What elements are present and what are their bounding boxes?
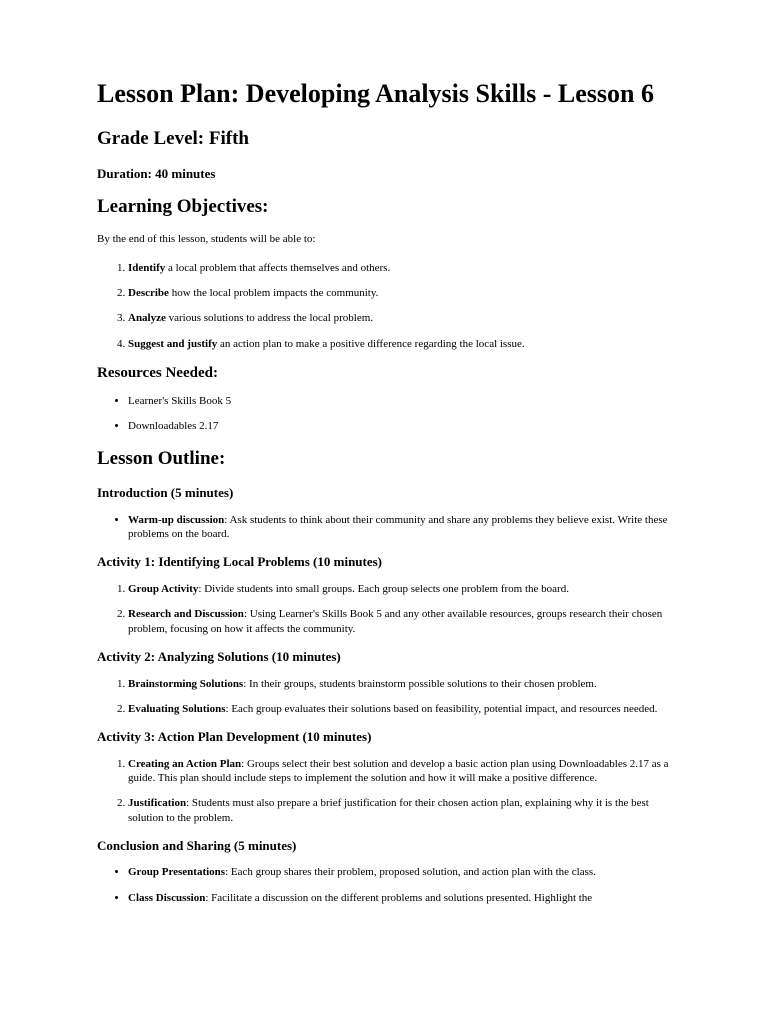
list-item: 1. Brainstorming Solutions: In their groups, students brainstorm possible solutions to their chosen problem. [128, 677, 677, 691]
document-page [97, 78, 677, 905]
objectives-intro: By the end of this lesson, students will be able to: [97, 233, 316, 246]
resources-heading: Resources Needed: [97, 364, 218, 381]
list-item: 4. Suggest and justify an action plan to make a positive difference regarding the local issue. [128, 337, 677, 351]
list-item: 3. Analyze various solutions to address the local problem. [128, 311, 677, 325]
duration-heading: Duration: 40 minutes [97, 165, 216, 181]
activity1-heading: Activity 1: Identifying Local Problems (10 minutes) [97, 554, 383, 570]
list-item: • Group Presentations: Each group shares their problem, proposed solution, and action plan with the class. [128, 865, 677, 879]
introduction-list [97, 513, 677, 542]
activity2-heading: Activity 2: Analyzing Solutions (10 minutes) [97, 648, 341, 664]
list-item: 2. Describe how the local problem impacts the community. [128, 286, 677, 300]
resources-list [97, 394, 677, 434]
list-item: • Class Discussion: Facilitate a discussion on the different problems and solutions presented. Highlight the [128, 891, 677, 905]
list-item: 1. Creating an Action Plan: Groups select their best solution and develop a basic action plan using Downloadables 2.17 as a guide. This plan should include steps to implement the solution and how it will make a positive difference. [128, 757, 677, 786]
conclusion-list [97, 865, 677, 905]
introduction-heading: Introduction (5 minutes) [97, 485, 234, 501]
activity1-list [97, 582, 677, 636]
list-item: 1. Group Activity: Divide students into small groups. Each group selects one problem from the board. [128, 582, 677, 596]
objectives-list [97, 261, 677, 351]
activity3-list [97, 757, 677, 825]
list-item: • Downloadables 2.17 [128, 419, 677, 433]
list-item: 2. Evaluating Solutions: Each group evaluates their solutions based on feasibility, potential impact, and resources needed. [128, 702, 677, 716]
list-item: 2. Research and Discussion: Using Learner's Skills Book 5 and any other available resources, groups research their chosen problem, focusing on how it affects the community. [128, 607, 677, 636]
objectives-heading: Learning Objectives: [97, 195, 269, 217]
list-item: • Learner's Skills Book 5 [128, 394, 677, 408]
activity3-heading: Activity 3: Action Plan Development (10 minutes) [97, 729, 372, 745]
list-item: 1. Identify a local problem that affects themselves and others. [128, 261, 677, 275]
list-item: 2. Justification: Students must also prepare a brief justification for their chosen action plan, explaining why it is the best solution to the problem. [128, 796, 677, 825]
conclusion-heading: Conclusion and Sharing (5 minutes) [97, 837, 297, 853]
list-item: • Warm-up discussion: Ask students to think about their community and share any problems they believe exist. Write these problems on the board. [128, 513, 677, 542]
grade-level-heading: Grade Level: Fifth [97, 128, 249, 150]
activity2-list [97, 677, 677, 717]
outline-heading: Lesson Outline: [97, 448, 226, 470]
page-title: Lesson Plan: Developing Analysis Skills - Lesson 6 [97, 79, 654, 108]
